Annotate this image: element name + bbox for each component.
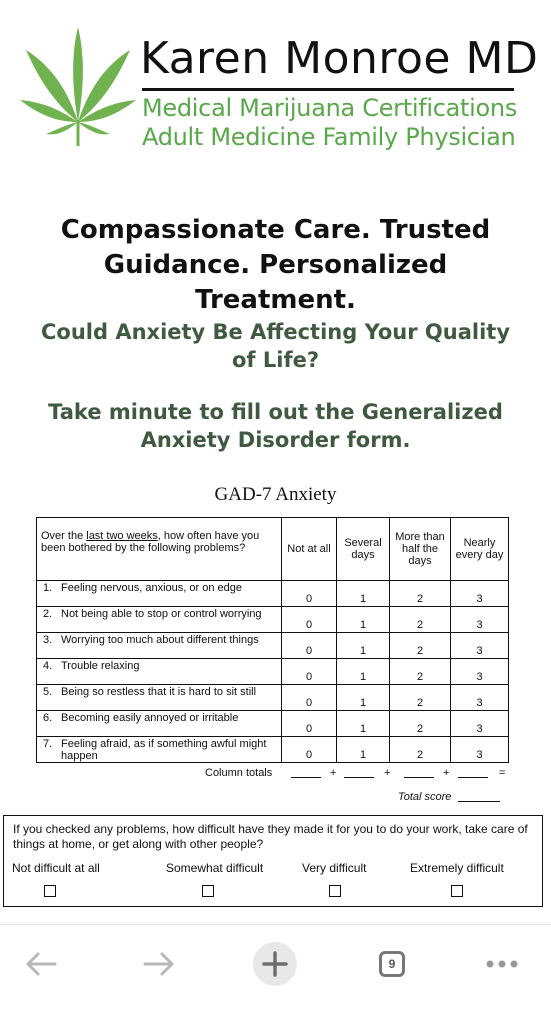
score-option[interactable]: 3 xyxy=(451,711,509,737)
score-option[interactable]: 3 xyxy=(451,737,509,763)
score-option[interactable]: 0 xyxy=(282,711,337,737)
table-row xyxy=(37,737,509,763)
score-option[interactable]: 0 xyxy=(282,581,337,607)
practice-header xyxy=(0,0,551,170)
tabs-count-icon xyxy=(379,951,405,977)
score-option[interactable]: 2 xyxy=(390,633,451,659)
question-number: 1. xyxy=(43,582,53,594)
score-option[interactable]: 2 xyxy=(390,607,451,633)
question-number: 4. xyxy=(43,660,53,672)
equals-sign: = xyxy=(499,767,506,779)
new-tab-button[interactable] xyxy=(250,939,300,989)
score-option[interactable]: 3 xyxy=(451,685,509,711)
question-label: Feeling afraid, as if something awful might happen xyxy=(61,738,267,762)
score-option[interactable]: 2 xyxy=(390,659,451,685)
column-totals-label: Column totals xyxy=(205,767,273,779)
score-option[interactable]: 1 xyxy=(337,711,390,737)
question-label: Feeling nervous, anxious, or on edge xyxy=(61,582,243,594)
browser-toolbar xyxy=(0,924,551,1025)
table-row xyxy=(37,633,509,659)
forward-button[interactable] xyxy=(136,939,182,989)
question-label: Being so restless that it is hard to sit still xyxy=(61,686,257,698)
column-header: Nearly every day xyxy=(451,518,509,581)
score-option[interactable]: 0 xyxy=(282,737,337,763)
score-option[interactable]: 1 xyxy=(337,737,390,763)
table-row xyxy=(37,581,509,607)
tabs-button[interactable] xyxy=(374,939,410,989)
header-divider xyxy=(142,88,514,91)
practice-specialty-line2: Adult Medicine Family Physician xyxy=(142,123,516,151)
more-dots-icon xyxy=(485,959,519,969)
question-text xyxy=(37,711,282,737)
table-row xyxy=(37,685,509,711)
question-number: 6. xyxy=(43,712,53,724)
question-number: 5. xyxy=(43,686,53,698)
question-label: Worrying too much about different things xyxy=(61,634,259,646)
score-option[interactable]: 1 xyxy=(337,633,390,659)
score-option[interactable]: 3 xyxy=(451,581,509,607)
form-title: GAD-7 Anxiety xyxy=(214,484,337,505)
question-number: 7. xyxy=(43,738,53,750)
score-option[interactable]: 1 xyxy=(337,659,390,685)
question-text xyxy=(37,607,282,633)
plus-sign: + xyxy=(443,767,450,779)
score-option[interactable]: 3 xyxy=(451,607,509,633)
practice-specialty-line1: Medical Marijuana Certifications xyxy=(142,94,518,122)
difficulty-option-label: Very difficult xyxy=(302,861,367,875)
score-option[interactable]: 2 xyxy=(390,685,451,711)
table-row xyxy=(37,659,509,685)
difficulty-option-label: Somewhat difficult xyxy=(166,861,264,875)
table-row xyxy=(37,607,509,633)
difficulty-question: If you checked any problems, how difficult have they made it for you to do your work, take care of things at home, or get along with other people? xyxy=(13,822,528,851)
back-arrow-icon xyxy=(25,952,57,976)
score-option[interactable]: 2 xyxy=(390,581,451,607)
checkbox-very-difficult[interactable] xyxy=(329,885,341,897)
table-intro: Over the last two weeks, how often have you been bothered by the following problems? xyxy=(37,518,282,581)
checkbox-not-difficult[interactable] xyxy=(44,885,56,897)
score-option[interactable]: 3 xyxy=(451,633,509,659)
gad7-table xyxy=(36,517,509,763)
column-header: Several days xyxy=(337,518,390,581)
table-row xyxy=(37,711,509,737)
plus-sign: + xyxy=(384,767,391,779)
plus-sign: + xyxy=(330,767,337,779)
score-option[interactable]: 1 xyxy=(337,607,390,633)
back-button[interactable] xyxy=(18,939,64,989)
anxiety-question-heading: Could Anxiety Be Affecting Your Quality of Life? xyxy=(40,320,511,372)
forward-arrow-icon xyxy=(143,952,175,976)
form-call-to-action: Take minute to fill out the Generalized Anxiety Disorder form. xyxy=(48,400,503,452)
question-label: Trouble relaxing xyxy=(61,660,140,672)
difficulty-option-label: Extremely difficult xyxy=(410,861,504,875)
cannabis-leaf-icon xyxy=(18,22,138,147)
difficulty-option-label: Not difficult at all xyxy=(12,861,100,875)
new-tab-plus-icon xyxy=(252,941,298,987)
question-text xyxy=(37,737,282,763)
column-header: Not at all xyxy=(282,518,337,581)
question-label: Not being able to stop or control worrying xyxy=(61,608,262,620)
score-option[interactable]: 0 xyxy=(282,685,337,711)
more-menu-button[interactable] xyxy=(480,939,524,989)
practice-name: Karen Monroe MD xyxy=(140,33,539,84)
score-option[interactable]: 2 xyxy=(390,711,451,737)
question-text xyxy=(37,633,282,659)
checkbox-extremely-difficult[interactable] xyxy=(451,885,463,897)
question-label: Becoming easily annoyed or irritable xyxy=(61,712,239,724)
question-text xyxy=(37,659,282,685)
score-option[interactable]: 0 xyxy=(282,633,337,659)
score-option[interactable]: 0 xyxy=(282,607,337,633)
score-option[interactable]: 1 xyxy=(337,581,390,607)
question-number: 2. xyxy=(43,608,53,620)
tab-count: 9 xyxy=(388,957,396,971)
column-header: More than half the days xyxy=(390,518,451,581)
score-option[interactable]: 0 xyxy=(282,659,337,685)
score-option[interactable]: 1 xyxy=(337,685,390,711)
total-score-label: Total score xyxy=(398,791,452,803)
score-option[interactable]: 3 xyxy=(451,659,509,685)
checkbox-somewhat-difficult[interactable] xyxy=(202,885,214,897)
score-option[interactable]: 2 xyxy=(390,737,451,763)
question-text xyxy=(37,685,282,711)
difficulty-section xyxy=(3,815,543,907)
question-number: 3. xyxy=(43,634,53,646)
question-text xyxy=(37,581,282,607)
tagline: Compassionate Care. Trusted Guidance. Personalized Treatment. xyxy=(60,215,491,315)
table-header-row xyxy=(37,518,509,581)
